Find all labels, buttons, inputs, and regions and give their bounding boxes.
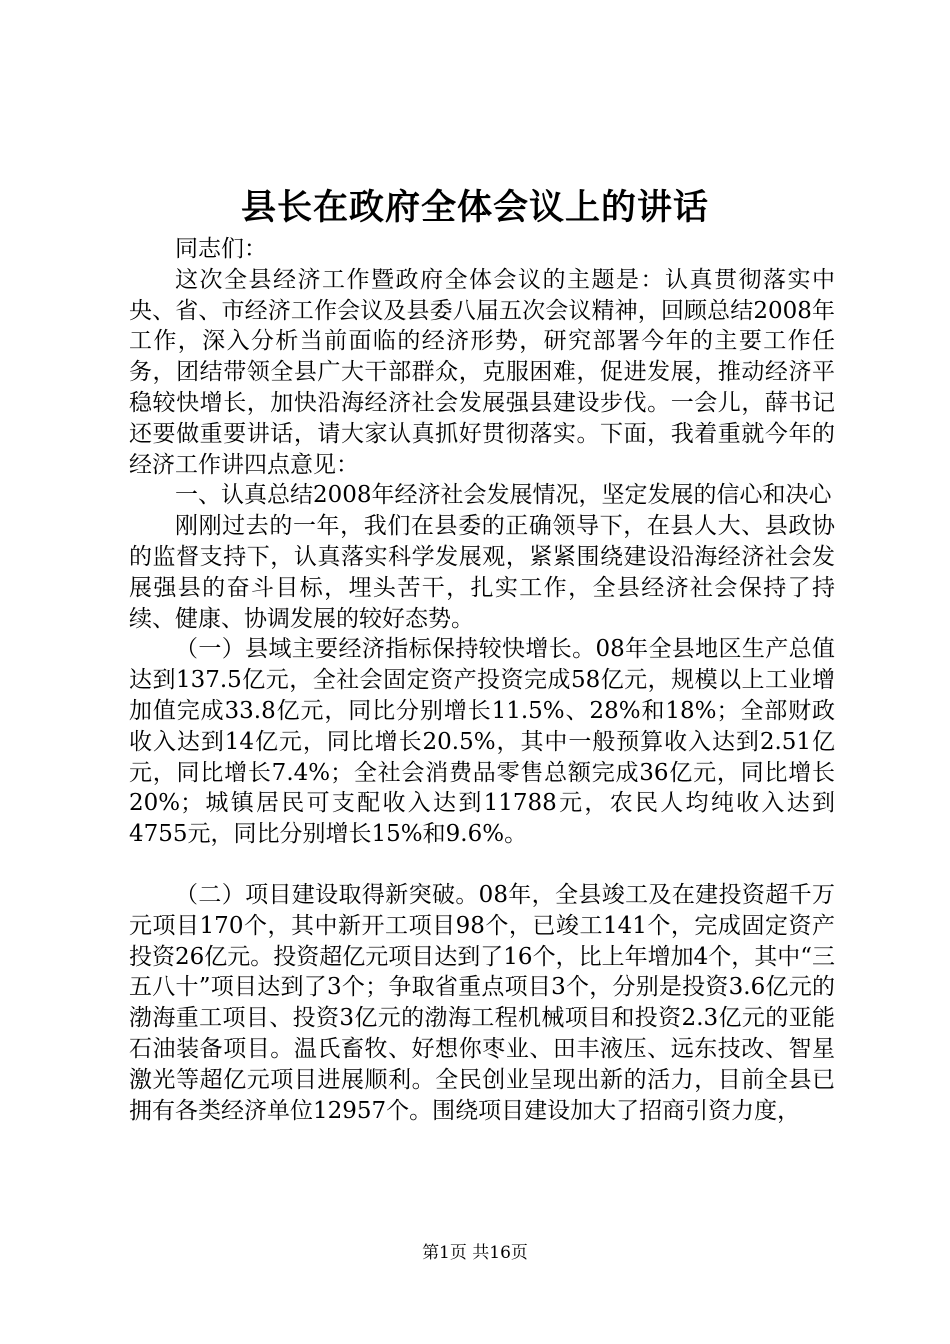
- document-title: 县长在政府全体会议上的讲话: [240, 187, 709, 228]
- section-heading: 一、认真总结2008年经济社会发展情况，坚定发展的信心和决心: [175, 482, 832, 509]
- document-body: [129, 234, 835, 1126]
- intro-paragraph: 这次全县经济工作暨政府全体会议的主题是：认真贯彻落实中央、省、市经济工作会议及县委八届五次会议精神，回顾总结2008年工作，深入分析当前面临的经济形势，研究部署今年的主要工作任务，团结带领全县广大干部群众，克服困难，促进发展，推动经济平稳较快增长，加快沿海经济社会发展强县建设步伐。一会儿，薛书记还要做重要讲话，请大家认真抓好贯彻落实。下面，我着重就今年的经济工作讲四点意见：: [129, 266, 835, 478]
- page-number: 第1页 共16页: [422, 1243, 528, 1263]
- salutation-paragraph: 同志们：: [175, 236, 267, 262]
- project-construction-paragraph: （二）项目建设取得新突破。08年，全县竣工及在建投资超千万元项目170个，其中新开工项目98个，已竣工141个，完成固定资产投资26亿元。投资超亿元项目达到了16个，比上年增加4个，其中“三五八十”项目达到了3个；争取省重点项目3个，分别是投资3.6亿元的渤海重工项目、投资3亿元的渤海工程机械项目和投资2.3亿元的亚能石油装备项目。温氏畜牧、好想你枣业、田丰液压、远东技改、智星激光等超亿元项目进展顺利。全民创业呈现出新的活力，目前全县已拥有各类经济单位12957个。围绕项目建设加大了招商引资力度，: [129, 881, 835, 1124]
- economic-indicators-paragraph: （一）县域主要经济指标保持较快增长。08年全县地区生产总值达到137.5亿元，全社会固定资产投资完成58亿元，规模以上工业增加值完成33.8亿元，同比分别增长11.5%、28%和18%；全部财政收入达到14亿元，同比增长20.5%，其中一般预算收入达到2.51亿元，同比增长7.4%；全社会消费品零售总额完成36亿元，同比增长20%；城镇居民可支配收入达到11788元，农民人均纯收入达到4755元，同比分别增长15%和9.6%。: [129, 636, 835, 848]
- review-paragraph: 刚刚过去的一年，我们在县委的正确领导下，在县人大、县政协的监督支持下，认真落实科学发展观，紧紧围绕建设沿海经济社会发展强县的奋斗目标，埋头苦干，扎实工作，全县经济社会保持了持续、健康、协调发展的较好态势。: [129, 513, 835, 632]
